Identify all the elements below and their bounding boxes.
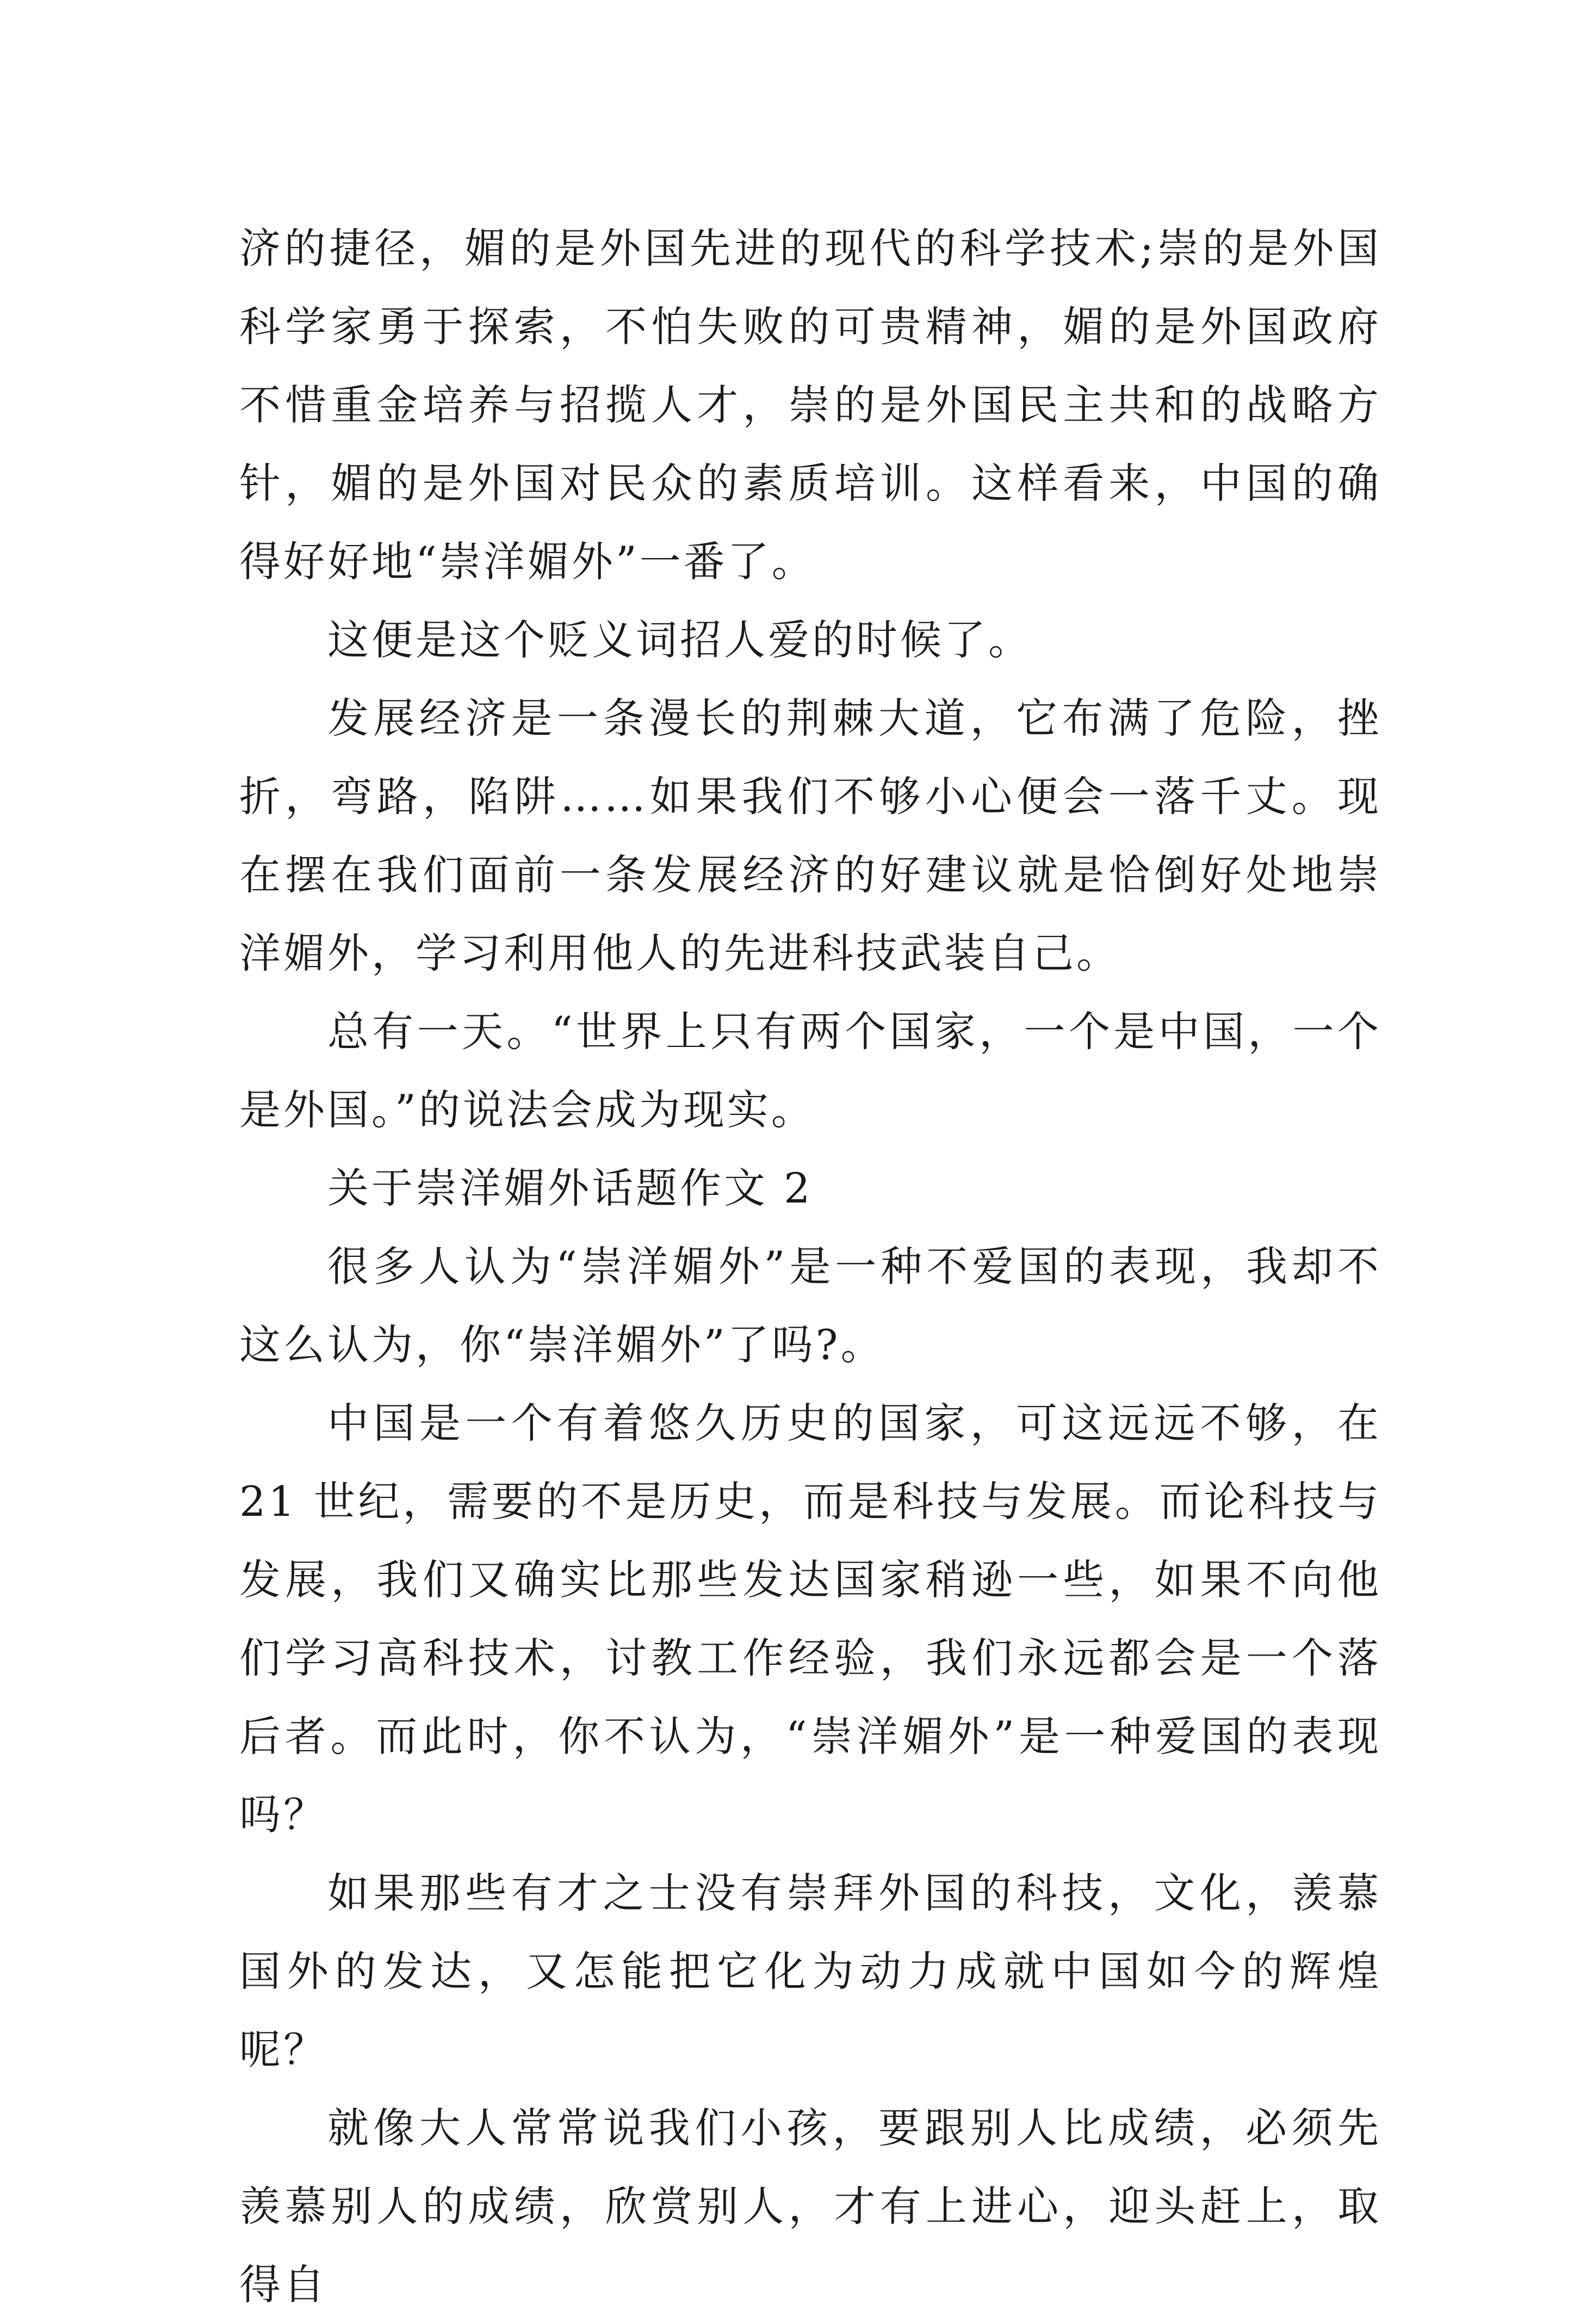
paragraph: 这便是这个贬义词招人爱的时候了。: [327, 616, 1032, 664]
paragraph: 中国是一个有着悠久历史的国家，可这远远不够，在 21 世纪，需要的不是历史，而是科技与发展。而论科技与发展，我们又确实比那些发达国家稍逊一些，如果不向他们学习高科技术，讨教工作经验，我们永远都会是一个落后者。而此时，你不认为，“崇洋媚外”是一种爱国的表现吗？: [239, 1399, 1381, 1839]
paragraph-continuation: 济的捷径，媚的是外国先进的现代的科学技术;崇的是外国科学家勇于探索，不怕失败的可贵精神，媚的是外国政府不惜重金培养与招揽人才，崇的是外国民主共和的战略方针，媚的是外国对民众的素质培训。这样看来，中国的确得好好地“崇洋媚外”一番了。: [239, 224, 1381, 586]
paragraph: 总有一天。“世界上只有两个国家，一个是中国，一个是外国。”的说法会成为现实。: [239, 1007, 1381, 1134]
paragraph: 发展经济是一条漫长的荆棘大道，它布满了危险，挫折，弯路，陷阱……如果我们不够小心便会一落千丈。现在摆在我们面前一条发展经济的好建议就是恰倒好处地崇洋媚外，学习利用他人的先进科技武装自己。: [239, 694, 1381, 977]
document-body: [239, 209, 1381, 2324]
section-heading: 关于崇洋媚外话题作文 2: [327, 1164, 813, 1212]
paragraph: 就像大人常常说我们小孩，要跟别人比成绩，必须先羡慕别人的成绩，欣赏别人，才有上进心，迎头赶上，取得自: [239, 2104, 1381, 2309]
paragraph: 如果那些有才之士没有崇拜外国的科技，文化，羡慕国外的发达，又怎能把它化为动力成就中国如今的辉煌呢？: [239, 1869, 1381, 2074]
paragraph: 很多人认为“崇洋媚外”是一种不爱国的表现，我却不这么认为，你“崇洋媚外”了吗?。: [239, 1242, 1381, 1369]
